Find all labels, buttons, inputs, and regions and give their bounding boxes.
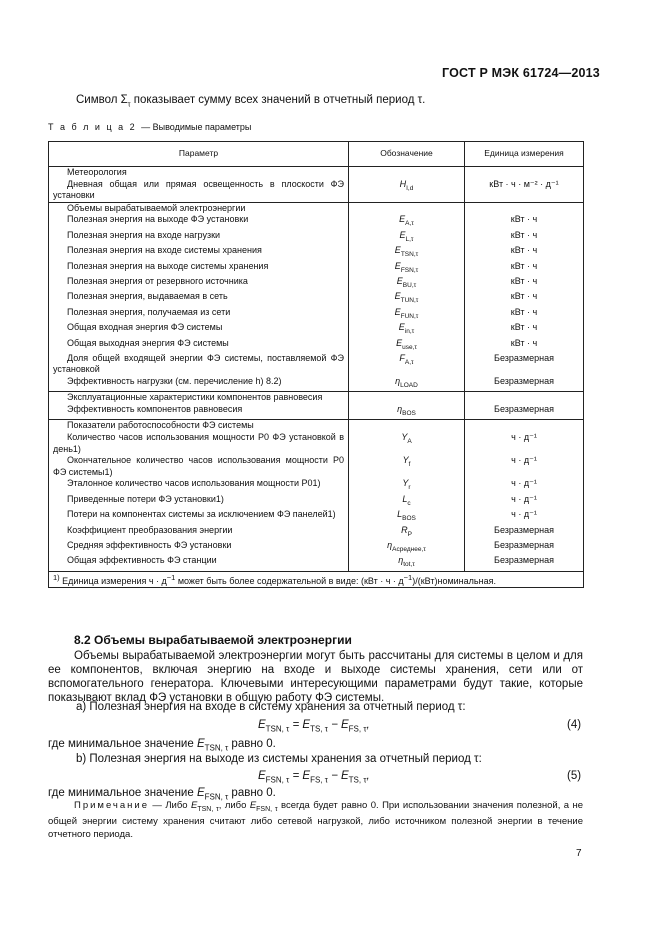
unit-cell: кВт · ч: [465, 338, 584, 353]
symbol-cell: $E_{TSN,\tau}$: [349, 245, 465, 260]
unit-cell: кВт · ч: [465, 291, 584, 306]
table-row: [49, 353, 584, 376]
unit-cell: кВт · ч: [465, 261, 584, 276]
unit-cell: ч · д⁻¹: [465, 432, 584, 455]
equation-5: $E_{FSN, \tau} = E_{FS, \tau} - E_{TS, \tau}$,: [258, 770, 370, 785]
table-row: [49, 478, 584, 493]
table-row: [49, 555, 584, 571]
symbol-cell: $L_{BOS}$: [349, 509, 465, 524]
section-paragraph: Объемы вырабатываемой электроэнергии могут быть рассчитаны для системы в целом и для ее компонентов, включая энергию на входе и выходе системы хранения, сети или от вспомогательного генератора. Ключевыми интересующими параметрами будут такие, которые показывают вклад ФЭ установки в общую работу ФЭ системы.: [48, 650, 583, 704]
item-b: b) Полезная энергия на выходе из системы хранения за отчетный период τ:: [76, 753, 482, 765]
param-cell: Показатели работоспособности ФЭ системы: [49, 420, 349, 432]
column-header: Обозначение: [349, 142, 465, 167]
symbol-cell: $R_P$: [349, 525, 465, 540]
unit-cell: Безразмерная: [465, 555, 584, 571]
param-cell: Полезная энергия на выходе системы хранения: [49, 261, 349, 276]
symbol-cell: $Y_A$: [349, 432, 465, 455]
unit-cell: ч · д⁻¹: [465, 455, 584, 478]
param-cell: Эталонное количество часов использования мощности P01): [49, 478, 349, 493]
table-row: [49, 202, 584, 214]
unit-cell: кВт · ч: [465, 245, 584, 260]
table-row: [49, 245, 584, 260]
unit-cell: Безразмерная: [465, 376, 584, 392]
param-cell: Коэффициент преобразования энергии: [49, 525, 349, 540]
note: Примечание — Либо $E_{TSN, \tau}$, либо $E_{FSN, \tau}$ всегда будет равно 0. При использовании значения полезной, а не общей энергии систему хранения считают либо сетевой нагрузкой, либо источником полезной энергии в течение отчетного периода.: [48, 800, 584, 840]
param-cell: Общая входная энергия ФЭ системы: [49, 322, 349, 337]
table-row: [49, 261, 584, 276]
param-cell: Доля общей входящей энергии ФЭ системы, поставляемой ФЭ установкой: [49, 353, 349, 376]
table-row: [49, 525, 584, 540]
symbol-cell: [349, 167, 465, 179]
unit-cell: кВт · ч: [465, 276, 584, 291]
symbol-cell: [349, 202, 465, 214]
equation-number: (5): [567, 770, 582, 782]
parameters-table: [48, 141, 584, 588]
param-cell: Полезная энергия на входе нагрузки: [49, 230, 349, 245]
table-row: [49, 307, 584, 322]
param-cell: Эффективность нагрузки (см. перечисление h) 8.2): [49, 376, 349, 392]
unit-cell: [465, 392, 584, 404]
unit-cell: ч · д⁻¹: [465, 494, 584, 509]
symbol-cell: $\eta_{LOAD}$: [349, 376, 465, 392]
section-heading: 8.2 Объемы вырабатываемой электроэнергии: [74, 633, 352, 647]
table-row: [49, 376, 584, 392]
symbol-cell: $Y_r$: [349, 478, 465, 493]
unit-cell: ч · д⁻¹: [465, 509, 584, 524]
page-number: 7: [576, 848, 582, 859]
symbol-cell: $Y_f$: [349, 455, 465, 478]
param-cell: Общая эффективность ФЭ станции: [49, 555, 349, 571]
param-cell: Средняя эффективность ФЭ установки: [49, 540, 349, 555]
symbol-cell: [349, 420, 465, 432]
equation-4: $E_{TSN, \tau} = E_{TS, \tau} - E_{FS, \tau}$,: [258, 719, 370, 734]
equation-number: (4): [567, 719, 582, 731]
column-header: Параметр: [49, 142, 349, 167]
param-cell: Эффективность компонентов равновесия: [49, 404, 349, 420]
symbol-cell: $E_{use,\tau}$: [349, 338, 465, 353]
param-cell: Эксплуатационные характеристики компонентов равновесия: [49, 392, 349, 404]
after-equation-4: где минимальное значение $E_{TSN, \tau}$ равно 0.: [48, 738, 276, 753]
param-cell: Полезная энергия на выходе ФЭ установки: [49, 214, 349, 229]
symbol-cell: $E_{A,\tau}$: [349, 214, 465, 229]
unit-cell: кВт · ч: [465, 214, 584, 229]
symbol-cell: $L_c$: [349, 494, 465, 509]
unit-cell: [465, 420, 584, 432]
table-row: [49, 214, 584, 229]
unit-cell: Безразмерная: [465, 404, 584, 420]
unit-cell: кВт · ч: [465, 307, 584, 322]
table-row: [49, 276, 584, 291]
table-row: [49, 494, 584, 509]
table-row: [49, 179, 584, 203]
table-group: [49, 167, 584, 203]
intro-text: Символ $\Sigma_\tau$ показывает сумму всех значений в отчетный период τ.: [76, 94, 426, 109]
unit-cell: кВт · ч · м⁻² · д⁻¹: [465, 179, 584, 203]
symbol-cell: $E_{FUN,\tau}$: [349, 307, 465, 322]
symbol-cell: $E_{L,\tau}$: [349, 230, 465, 245]
table-group: [49, 420, 584, 571]
param-cell: Полезная энергия на входе системы хранения: [49, 245, 349, 260]
unit-cell: Безразмерная: [465, 353, 584, 376]
table-row: [49, 540, 584, 555]
document-header: ГОСТ Р МЭК 61724—2013: [442, 66, 600, 80]
table-group: [49, 202, 584, 392]
item-a: a) Полезная энергия на входе в систему хранения за отчетный период τ:: [76, 701, 466, 713]
table-row: [49, 392, 584, 404]
unit-cell: Безразмерная: [465, 525, 584, 540]
column-header: Единица измерения: [465, 142, 584, 167]
table-row: [49, 455, 584, 478]
symbol-cell: $\eta_{Aсреднее,\tau}$: [349, 540, 465, 555]
table-footnote: $^{1)}$ Единица измерения $ч \cdot д^{-1}$ может быть более содержательной в виде: $(кВт \cdot ч \cdot д^{-1})/(кВт)номинальная$.: [49, 571, 584, 588]
param-cell: Общая выходная энергия ФЭ системы: [49, 338, 349, 353]
unit-cell: [465, 167, 584, 179]
symbol-cell: [349, 392, 465, 404]
param-cell: Потери на компонентах системы за исключением ФЭ панелей1): [49, 509, 349, 524]
symbol-cell: $H_{I,d}$: [349, 179, 465, 203]
table-row: [49, 404, 584, 420]
param-cell: Полезная энергия, получаемая из сети: [49, 307, 349, 322]
table-row: [49, 230, 584, 245]
param-cell: Окончательное количество часов использования мощности P0 ФЭ системы1): [49, 455, 349, 478]
param-cell: Метеорология: [49, 167, 349, 179]
table-row: [49, 291, 584, 306]
unit-cell: кВт · ч: [465, 322, 584, 337]
table-caption: Т а б л и ц а 2 — Выводимые параметры: [48, 122, 252, 132]
unit-cell: [465, 202, 584, 214]
param-cell: Объемы вырабатываемой электроэнергии: [49, 202, 349, 214]
symbol-cell: $F_{A,\tau}$: [349, 353, 465, 376]
unit-cell: Безразмерная: [465, 540, 584, 555]
param-cell: Приведенные потери ФЭ установки1): [49, 494, 349, 509]
after-equation-5: где минимальное значение $E_{FSN, \tau}$ равно 0.: [48, 787, 276, 802]
symbol-cell: $E_{BU,\tau}$: [349, 276, 465, 291]
symbol-cell: $E_{TUN,\tau}$: [349, 291, 465, 306]
table-header-row: [49, 142, 584, 167]
symbol-cell: $E_{in,\tau}$: [349, 322, 465, 337]
table-row: [49, 432, 584, 455]
table-group: [49, 392, 584, 420]
param-cell: Дневная общая или прямая освещенность в плоскости ФЭ установки: [49, 179, 349, 203]
unit-cell: ч · д⁻¹: [465, 478, 584, 493]
table-row: [49, 338, 584, 353]
table-row: [49, 420, 584, 432]
param-cell: Полезная энергия, выдаваемая в сеть: [49, 291, 349, 306]
unit-cell: кВт · ч: [465, 230, 584, 245]
symbol-cell: $\eta_{tot,\tau}$: [349, 555, 465, 571]
table-row: [49, 167, 584, 179]
param-cell: Полезная энергия от резервного источника: [49, 276, 349, 291]
table-row: [49, 509, 584, 524]
table-row: [49, 322, 584, 337]
symbol-cell: $\eta_{BOS}$: [349, 404, 465, 420]
param-cell: Количество часов использования мощности P0 ФЭ установкой в день1): [49, 432, 349, 455]
symbol-cell: $E_{FSN,\tau}$: [349, 261, 465, 276]
